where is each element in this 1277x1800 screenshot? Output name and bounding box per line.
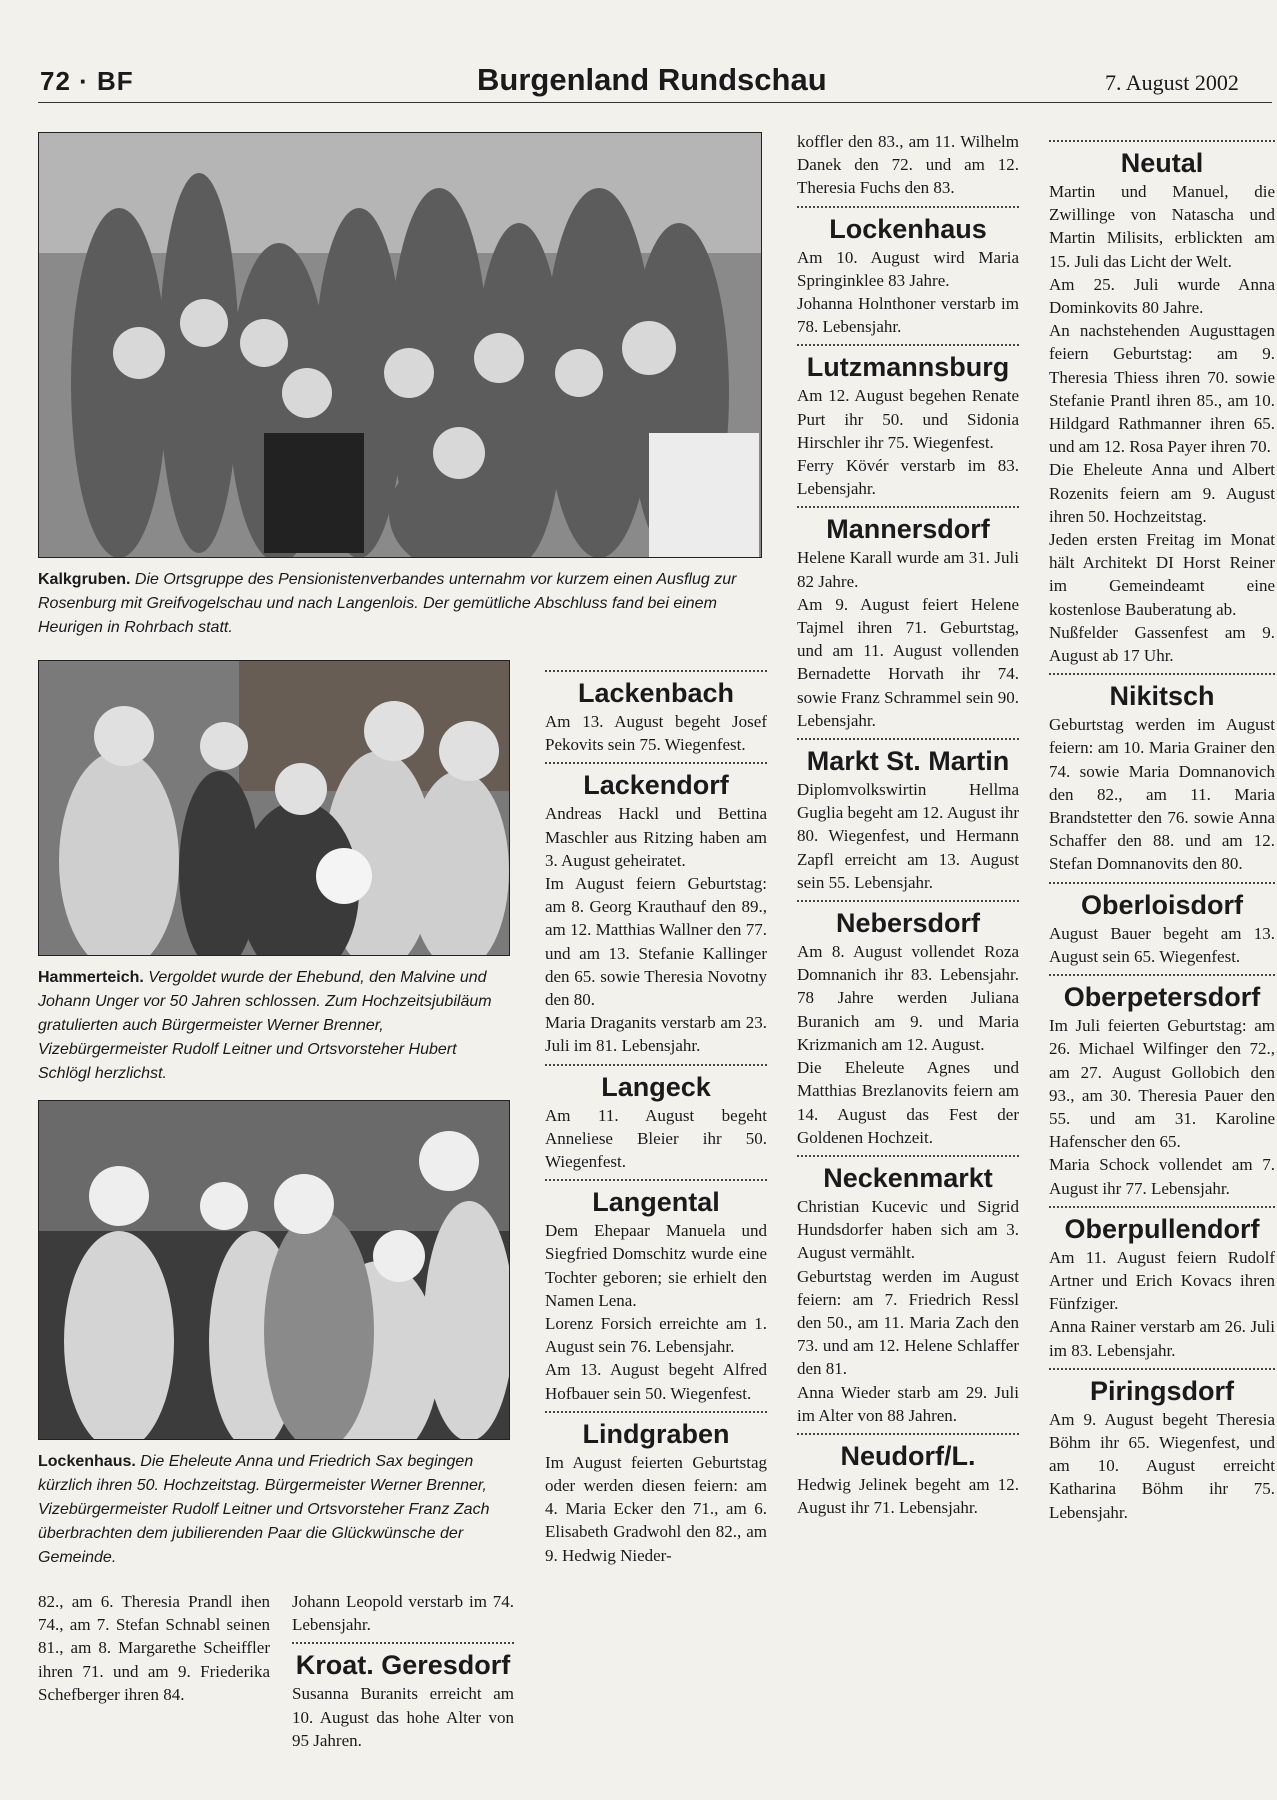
section-paragraph: Hedwig Jelinek begeht am 12. August ihr 71. Lebensjahr. xyxy=(797,1474,1019,1518)
divider xyxy=(545,1064,767,1066)
caption-kalkgruben: Kalkgruben. Die Ortsgruppe des Pensionistenverbandes unternahm vor kurzem einen Ausflug zur Rosenburg mit Greifvogelschau und nach Langenlois. Der gemütliche Abschluss fand bei einem Heurigen in Rohrbach statt. xyxy=(38,571,737,636)
divider xyxy=(1049,1206,1275,1208)
section-paragraph: Lorenz Forsich erreichte am 1. August sein 76. Lebensjahr. xyxy=(545,1314,767,1357)
section-heading: Langeck xyxy=(601,1071,711,1102)
section-paragraph: August Bauer begeht am 13. August sein 65. Wiegenfest. xyxy=(1049,923,1275,966)
column-b xyxy=(292,1590,514,1790)
section-heading: Mannersdorf xyxy=(826,514,990,545)
photo-hammerteich xyxy=(38,660,510,956)
section-heading: Nebersdorf xyxy=(835,908,981,939)
column-a-text: 82., am 6. Theresia Prandl ihen 74., am 7. Stefan Schnabl seinen 81., am 8. Margarethe Scheiffler ihren 71. und am 9. Friederika Schefberger ihren 84. xyxy=(38,1592,270,1704)
caption-lockenhaus: Lockenhaus. Die Eheleute Anna und Friedrich Sax begingen kürzlich ihren 50. Hochzeitstag. Bürgermeister Werner Brenner, Vizebürgermeister Rudolf Leitner und Ortsvorsteher Franz Zach überbrachten dem jubilierenden Paar die Glückwünsche der Gemeinde. xyxy=(38,1453,490,1566)
section-paragraph: Johanna Holnthoner verstarb im 78. Lebensjahr. xyxy=(797,294,1019,337)
section-paragraph: Helene Karall wurde am 31. Juli 82 Jahre. xyxy=(797,548,1019,591)
section-paragraph: Am 11. August begeht Anneliese Bleier ihr 50. Wiegenfest. xyxy=(545,1105,767,1172)
divider xyxy=(797,206,1019,208)
section-heading: Markt St. Martin xyxy=(806,746,1010,777)
section-paragraph: Anna Rainer verstarb am 26. Juli im 83. Lebensjahr. xyxy=(1049,1317,1275,1360)
section-heading: Lindgraben xyxy=(582,1418,730,1449)
section-paragraph: Die Eheleute Agnes und Matthias Brezlanovits feiern am 14. August das Fest der Goldenen Hochzeit. xyxy=(797,1058,1019,1147)
section-heading: Piringsdorf xyxy=(1089,1375,1234,1406)
column-b-text: Susanna Buranits erreicht am 10. August das hohe Alter von 95 Jahren. xyxy=(292,1684,514,1750)
section-paragraph: Am 9. August begeht Theresia Böhm ihr 65. Wiegenfest, und am 10. August erreicht Katharina Böhm ihr 75. Lebensjahr. xyxy=(1049,1409,1275,1522)
section-paragraph: An nachstehenden Augusttagen feiern Geburtstag: am 9. Theresia Thiess ihren 70. sowie Stefanie Prantl ihren 85., am 10. Hildgard Rathmanner ihren 65. und am 12. Rosa Payer ihren 70. xyxy=(1049,321,1275,457)
section-heading: Oberloisdorf xyxy=(1080,889,1243,920)
section-paragraph: Am 11. August feiern Rudolf Artner und Erich Kovacs ihren Fünfziger. xyxy=(1049,1247,1275,1314)
divider xyxy=(545,1411,767,1413)
divider xyxy=(797,506,1019,508)
section-paragraph: Maria Draganits verstarb am 23. Juli im 81. Lebensjahr. xyxy=(545,1013,767,1056)
divider xyxy=(797,738,1019,740)
column-4-intro: koffler den 83., am 11. Wilhelm Danek den 72. und am 12. Theresia Fuchs den 83. xyxy=(797,132,1019,198)
column-b-intro: Johann Leopold verstarb im 74. Lebensjahr. xyxy=(292,1592,514,1635)
section-paragraph: Am 13. August begeht Alfred Hofbauer sein 50. Wiegenfest. xyxy=(545,1360,767,1403)
section-paragraph: Anna Wieder starb am 29. Juli im Alter von 88 Jahren. xyxy=(797,1382,1019,1425)
newspaper-title: Burgenland Rundschau xyxy=(477,62,827,97)
section-paragraph: Nußfelder Gassenfest am 9. August ab 17 Uhr. xyxy=(1049,622,1275,666)
section-paragraph: Andreas Hackl und Bettina Maschler aus Ritzing haben am 3. August geheiratet. xyxy=(545,804,767,870)
section-paragraph: Geburtstag werden im August feiern: am 7. Friedrich Ressl den 50., am 11. Maria Zach den 73. und am 12. Helene Schlaffer den 81. xyxy=(797,1266,1019,1379)
section-paragraph: Am 12. August begehen Renate Purt ihr 50. und Sidonia Hirschler ihr 75. Wiegenfest. xyxy=(797,386,1019,452)
divider xyxy=(1049,974,1275,976)
column-4 xyxy=(797,130,1019,1794)
column-3 xyxy=(545,664,767,1794)
section-paragraph: Diplomvolkswirtin Hellma Guglia begeht am 12. August ihr 80. Wiegenfest, und Hermann Zapfl erreicht am 13. August sein 55. Lebensjahr. xyxy=(797,780,1019,892)
section-paragraph: Dem Ehepaar Manuela und Siegfried Domschitz wurde eine Tochter geboren; sie erhielt den Namen Lena. xyxy=(545,1221,767,1310)
section-heading: Kroat. Geresdorf xyxy=(295,1650,511,1681)
section-heading: Neckenmarkt xyxy=(823,1162,993,1193)
divider xyxy=(797,900,1019,902)
section-paragraph: Am 9. August feiert Helene Tajmel ihren 71. Geburtstag, und am 11. August vollenden Bernadette Horvath ihr 74. sowie Franz Schrammel sein 90. Lebensjahr. xyxy=(797,594,1019,730)
caption-hammerteich: Hammerteich. Vergoldet wurde der Ehebund, den Malvine und Johann Unger vor 50 Jahren schlossen. Zum Hochzeitsjubiläum gratulierten auch Bürgermeister Werner Brenner, Vizebürgermeister Rudolf Leitner und Ortsvorsteher Hubert Schlögl herzlichst. xyxy=(38,969,492,1082)
section-paragraph: Jeden ersten Freitag im Monat hält Architekt DI Horst Reiner im Gemeindeamt eine kostenlose Bauberatung ab. xyxy=(1049,530,1275,619)
photo-lockenhaus xyxy=(38,1100,510,1440)
section-paragraph: Am 25. Juli wurde Anna Dominkovits 80 Jahre. xyxy=(1049,274,1275,318)
divider xyxy=(545,670,767,672)
section-paragraph: Am 8. August vollendet Roza Domnanich ihr 83. Lebensjahr. 78 Jahre werden Juliana Buranich am 9. und Maria Krizmanich am 12. August. xyxy=(797,942,1019,1054)
header-rule xyxy=(38,102,1272,103)
section-paragraph: Die Eheleute Anna und Albert Rozenits feiern am 9. August ihren 50. Hochzeitstag. xyxy=(1049,460,1275,526)
issue-date: 7. August 2002 xyxy=(1105,70,1239,95)
section-heading: Lockenhaus xyxy=(829,213,987,244)
column-a xyxy=(38,1590,270,1790)
divider xyxy=(797,1433,1019,1435)
divider xyxy=(545,1179,767,1181)
group-photo-kalkgruben xyxy=(38,132,762,558)
section-paragraph: Martin und Manuel, die Zwillinge von Natascha und Martin Milisits, erblickten am 15. Juli das Licht der Welt. xyxy=(1049,182,1275,271)
section-heading: Lackendorf xyxy=(583,770,729,801)
section-heading: Oberpullendorf xyxy=(1064,1213,1260,1244)
divider xyxy=(1049,882,1275,884)
section-paragraph: Ferry Kövér verstarb im 83. Lebensjahr. xyxy=(797,456,1019,499)
divider xyxy=(1049,1368,1275,1370)
section-paragraph: Maria Schock vollendet am 7. August ihr 77. Lebensjahr. xyxy=(1049,1155,1275,1198)
section-paragraph: Im August feiern Geburtstag: am 8. Georg Krauthauf den 89., am 12. Matthias Wallner den 77. und am 13. Stefanie Kallinger den 65. sowie Theresia Novotny den 80. xyxy=(545,874,767,1010)
section-heading: Oberpetersdorf xyxy=(1063,982,1261,1013)
section-paragraph: Am 13. August begeht Josef Pekovits sein 75. Wiegenfest. xyxy=(545,712,767,755)
divider xyxy=(797,344,1019,346)
section-paragraph: Christian Kucevic und Sigrid Hundsdorfer haben sich am 3. August vermählt. xyxy=(797,1196,1019,1263)
section-heading: Nikitsch xyxy=(1109,681,1215,712)
section-paragraph: Am 10. August wird Maria Springinklee 83 Jahre. xyxy=(797,247,1019,290)
section-heading: Neudorf/L. xyxy=(840,1440,976,1471)
column-5 xyxy=(1049,134,1275,1794)
section-paragraph: Im August feierten Geburtstag oder werden diesen feiern: am 4. Maria Ecker den 71., am 6. Elisabeth Gradwohl den 82., am 9. Hedwig Nieder- xyxy=(545,1452,767,1565)
divider xyxy=(1049,673,1275,675)
section-paragraph: Im Juli feierten Geburtstag: am 26. Michael Wilfinger den 72., am 27. August Gollobich den 93., am 30. Theresia Pauer den 55. und am 31. Karoline Hafenscher den 65. xyxy=(1049,1016,1275,1152)
divider xyxy=(292,1642,514,1644)
divider xyxy=(1049,140,1275,142)
divider xyxy=(797,1155,1019,1157)
section-heading: Neutal xyxy=(1120,148,1204,178)
section-heading: Lutzmannsburg xyxy=(806,352,1010,383)
section-heading: Langental xyxy=(592,1187,720,1218)
section-paragraph: Geburtstag werden im August feiern: am 10. Maria Grainer den 74. sowie Maria Domnanovich den 82., am 11. Maria Brandstetter den 76. sowie Anna Schaffer den 88. und am 12. Stefan Domnanovits den 80. xyxy=(1049,715,1275,874)
page-number: 72 · BF xyxy=(40,66,134,96)
divider xyxy=(545,762,767,764)
section-heading: Lackenbach xyxy=(577,678,735,708)
